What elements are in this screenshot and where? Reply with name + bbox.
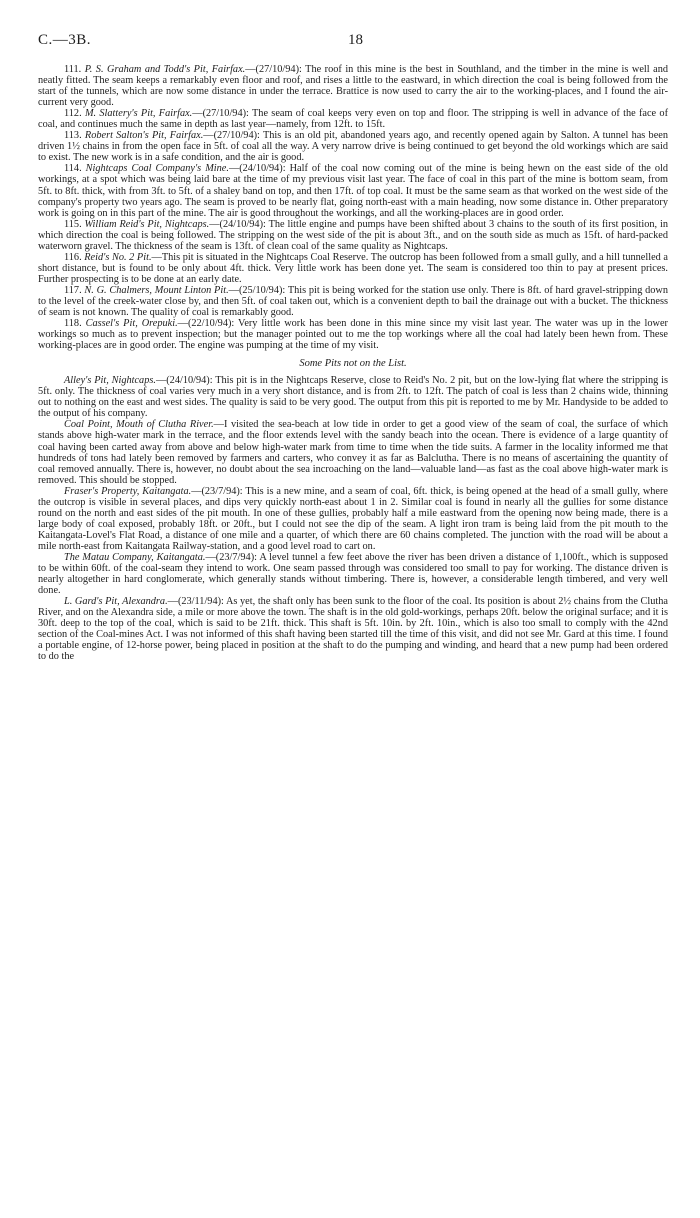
paragraph-coal-point: Coal Point, Mouth of Clutha River.—I visited the sea-beach at low tide in order to get a good view of the seam of coal, the surface of which stands above high-water mark in the terrace, and the floor extends level with the sandy beach into the ocean. There is evidence of a large quantity of coal having been carted away from above and below high-water mark from time to time when the tide suits. A farmer in the locality informed me that hundreds of tons had lately been removed by farmers and carters, who convey it as far as Balclutha. There is no means of ascertaining the quantity of coal removed annually. There is, however, no doubt about the sea incroaching on the land—valuable land—as fast as the coal above high-water mark is removed. This should be stopped. bbox=[38, 419, 668, 486]
section-heading: Some Pits not on the List. bbox=[299, 358, 407, 370]
pit-name: N. G. Chalmers, Mount Linton Pit. bbox=[84, 284, 229, 296]
pit-name: Fraser's Property, Kaitangata. bbox=[64, 485, 192, 497]
paragraph-111: 111. P. S. Graham and Todd's Pit, Fairfax.—(27/10/94): The roof in this mine is the best in Southland, and the timber in the mine is well and neatly fitted. The seam keeps a remarkably even floor and roof, and rises a little to the eastward, in which direction the coal is being followed from the start of the tunnels, which are now some distance in under the terrace. Brattice is now used to carry the air to the working-places, and I found the air-current very good. bbox=[38, 64, 668, 109]
paragraph-alleys-pit: Alley's Pit, Nightcaps.—(24/10/94): This pit is in the Nightcaps Reserve, close to Reid's No. 2 pit, but on the low-lying flat where the stripping is 5ft. only. The thickness of coal varies very much in a very short distance, and is from 2ft. to 12ft. The patch of coal is less than 2 chains wide, thinning out to nothing on the east and west sides. The quality is said to be very good. The output from this pit is reported to me by Mr. Handyside to be added to the output of his company. bbox=[38, 375, 669, 420]
pit-name: William Reid's Pit, Nightcaps. bbox=[84, 218, 210, 230]
pit-name: M. Slattery's Pit, Fairfax. bbox=[84, 108, 193, 120]
paragraph-gards-pit: L. Gard's Pit, Alexandra.—(23/11/94): As yet, the shaft only has been sunk to the floor of the coal. Its position is about 2½ chains from the Clutha River, and on the Alexandra side, a mile or more above the town. The shaft is in the old gold-workings, perhaps 20ft. below the original surface; and it is 30ft. deep to the top of the coal, which is said to be 21ft. thick. This shaft is 5ft. 10in. by 2ft. 10in., which is also too small to comply with the 42nd section of the Coal-mines Act. I was not informed of this shaft having been started till the time of this visit, and did not see Mr. Gard at this time. I found a portable engine, of 12-horse power, being placed in position at the shaft to do the pumping and winding, and heard that a new pump had been ordered to do the bbox=[38, 596, 668, 663]
paragraph-118: 118. Cassel's Pit, Orepuki.—(22/10/94): Very little work has been done in this mine since my visit last year. The water was up in the lower workings so much as to prevent inspection; but the manager pointed out to me the top workings where all the coal had lately been hewn from. These working-places are in good order. The engine was pumping at the time of my visit. bbox=[38, 318, 668, 352]
pit-name: L. Gard's Pit, Alexandra. bbox=[64, 596, 168, 608]
report-body bbox=[38, 64, 668, 662]
pit-name: P. S. Graham and Todd's Pit, Fairfax. bbox=[84, 64, 246, 75]
pit-name: Alley's Pit, Nightcaps. bbox=[64, 375, 156, 387]
section-code: C.—3B. bbox=[38, 32, 92, 48]
paragraph-114: 114. Nightcaps Coal Company's Mine.—(24/10/94): Half of the coal now coming out of the mine is being hewn on the east side of the old workings, at a spot which was being laid bare at the time of my previous visit last year. The face of coal in this part of the mine is bottom seam, from 5ft. to 8ft. thick, with from 3ft. to 5ft. of a shaley band on top, and then 17ft. of top coal. It must be the same seam as that worked on the west side of the company's property two years ago. The seam is proved to be nearly flat, going north-east with a main heading, now some distance in. Other preparatory work is going on in this part of the mine. The air is good throughout the workings, and all the working-places are in good order. bbox=[38, 163, 668, 219]
pit-name: Nightcaps Coal Company's Mine. bbox=[85, 163, 229, 175]
paragraph-matau-company: The Matau Company, Kaitangata.—(23/7/94): A level tunnel a few feet above the river has been driven a distance of 1,100ft., which is supposed to be within 60ft. of the coal-seam they intend to work. One seam passed through was considered too small to pay for working. The distance driven is nearly altogether in hard conglomerate, which generally stands without timbering. There is, however, a considerable length timbered, and very well done. bbox=[38, 551, 668, 597]
paragraph-112: 112. M. Slattery's Pit, Fairfax.—(27/10/94): The seam of coal keeps very even on top and floor. The stripping is well in advance of the face of coal, and continues much the same in depth as last year—namely, from 12ft. to 15ft. bbox=[38, 108, 668, 131]
paragraph-frasers-property: Fraser's Property, Kaitangata.—(23/7/94): This is a new mine, and a seam of coal, 6ft. thick, is being opened at the head of a small gully, where the outcrop is visible in several places, and dips very quickly north-east about 1 in 2. Similar coal is found in nearly all the gullies for some distance round on the north and east sides of the pit mouth. In one of these gullies, probably half a mile eastward from the opening now being made, there is a large body of coal exposed, probably 18ft. or 20ft., but I could not see the dip of the seam. A light iron tram is being laid from the pit mouth to the Kaitangata-Lovel's Flat Road, a distance of one mile and a quarter, of which there are 60 chains completed. The junction with the road will be about a mile north-east from Kaitangata Railway-station, and a good level road to cart on. bbox=[38, 485, 668, 552]
pit-name: Coal Point, Mouth of Clutha River. bbox=[64, 419, 214, 431]
paragraph-117: 117. N. G. Chalmers, Mount Linton Pit.—(25/10/94): This pit is being worked for the station use only. There is 8ft. of hard gravel-stripping down to the level of the creek-water close by, and then 5ft. of coal taken out, which is a convenient depth to bail the drainage out with a bucket. The thickness of seam is not known. The quality of coal is remarkably good. bbox=[38, 284, 668, 319]
paragraph-116: 116. Reid's No. 2 Pit.—This pit is situated in the Nightcaps Coal Reserve. The outcrop has been followed from a small gully, and a hill tunnelled a short distance, but is found to be only about 4ft. thick. Very little work has been done yet. The seam is considered too thin to pay at present prices. Further prospecting is to be done at an early date. bbox=[38, 251, 668, 285]
page-header bbox=[38, 28, 668, 64]
pit-name: Reid's No. 2 Pit. bbox=[84, 251, 152, 263]
page-number: 18 bbox=[348, 32, 363, 48]
paragraph-115: 115. William Reid's Pit, Nightcaps.—(24/10/94): The little engine and pumps have been shifted about 3 chains to the south of its first position, in which direction the coal is being followed. The stripping on the west side of the pit is about 3ft., and on the south side as much as 15ft. of hard-packed waterworn gravel. The thickness of the seam is 13ft. of clean coal of the same quality as Nightcaps. bbox=[38, 218, 668, 252]
pit-name: The Matau Company, Kaitangata. bbox=[64, 551, 206, 563]
paragraph-113: 113. Robert Salton's Pit, Fairfax.—(27/10/94): This is an old pit, abandoned years ago, and recently opened again by Salton. A tunnel has been driven 1½ chains in from the open face in 5ft. of coal all the way. A very narrow drive is being continued to get beyond the old workings which are said to exist. The new work is in a safe condition, and the air is good. bbox=[38, 130, 668, 164]
pit-name: Robert Salton's Pit, Fairfax. bbox=[84, 130, 204, 142]
pit-name: Cassel's Pit, Orepuki. bbox=[85, 318, 178, 330]
